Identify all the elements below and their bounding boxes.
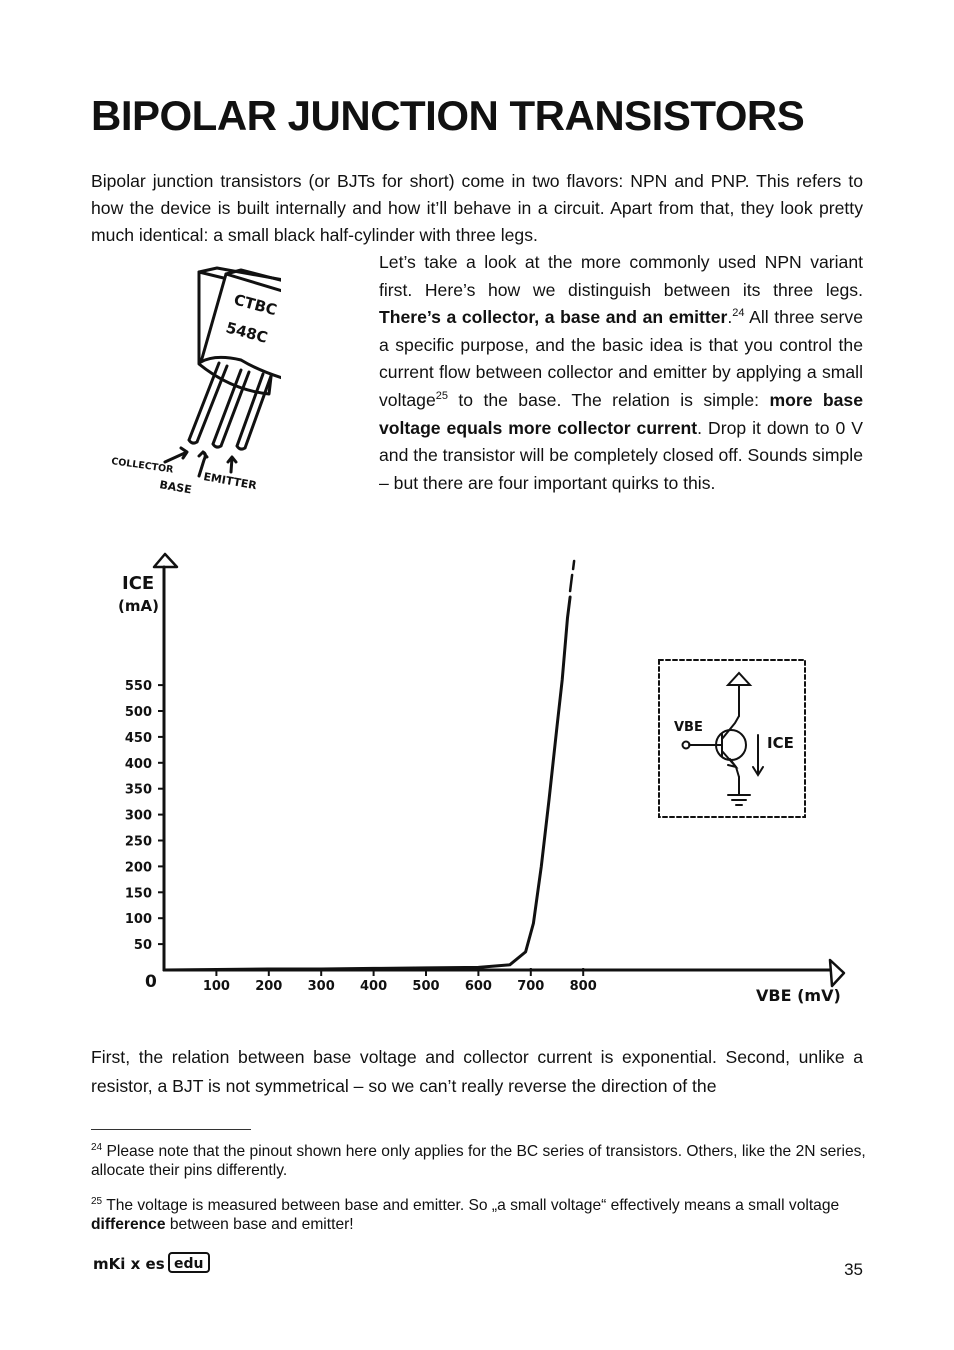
logo-box-text: edu <box>174 1256 204 1272</box>
y-tick-label-250: 250 <box>124 834 152 850</box>
inset-ice-label: ICE <box>767 734 794 752</box>
x-tick-label-500: 500 <box>412 979 440 994</box>
x-axis-label: VBE (mV) <box>756 986 841 1005</box>
logo-left-text: mKi x es <box>93 1255 165 1273</box>
footnote-ref-24[interactable]: 24 <box>732 307 745 320</box>
y-axis-arrow <box>154 554 177 567</box>
npn-text-4: . Drop it down to 0 V and the transistor will be completely closed off. Sounds simple – but there are four important quirks to this. <box>379 417 863 493</box>
intro-paragraph: Bipolar junction transistors (or BJTs for short) come in two flavors: NPN and PNP. This refers to how the device is built internally and how it’ll behave in a circuit. Apart from that, they look pretty much identical: a small black half-cylinder with three legs. <box>91 171 863 245</box>
publisher-logo <box>91 1250 221 1276</box>
y-axis-label: ICE <box>122 573 155 594</box>
marking-line1: CTBC <box>231 290 279 320</box>
continuation-paragraph: First, the relation between base voltage and collector current is exponential. Second, unlike a resistor, a BJT is not symmetrical – so we can’t really reverse the direction of the <box>91 1047 863 1096</box>
y-tick-label-200: 200 <box>124 860 152 876</box>
inset-vbe-label: VBE <box>674 720 703 735</box>
npn-bold-1: There’s a collector, a base and an emitter <box>379 307 728 328</box>
y-tick-label-350: 350 <box>124 782 152 798</box>
npn-text-2: All three serve a specific purpose, and the basic idea is that you control the current flow between collector and emitter by applying a small voltage <box>379 307 863 410</box>
y-tick-label-50: 50 <box>133 938 152 954</box>
npn-text-1: Let’s take a look at the more commonly used NPN variant first. Here’s how we distinguish between its three legs. <box>379 252 863 300</box>
footnote-text-24: Please note that the pinout shown here only applies for the BC series of transistors. Others, like the 2N series, allocate their pins differently. <box>91 1143 866 1179</box>
footnote-25 <box>91 1196 871 1234</box>
footnote-text-25a: The voltage is measured between base and emitter. So „a small voltage“ effectively means a small voltage <box>106 1197 840 1214</box>
y-tick-label-300: 300 <box>124 808 152 824</box>
npn-text-3: to the base. The relation is simple: <box>447 389 770 410</box>
marking-line2: 548C <box>223 318 270 347</box>
footnote-number-24: 24 <box>91 1141 103 1153</box>
x-axis-arrow <box>830 960 844 986</box>
npn-bold-2: more base voltage equals more collector current <box>379 389 863 438</box>
x-tick-label-800: 800 <box>569 979 597 994</box>
x-tick-label-100: 100 <box>202 979 230 994</box>
label-collector: COLLECTOR <box>110 456 175 476</box>
x-tick-label-600: 600 <box>464 979 492 994</box>
footnote-text-25b: between base and emitter! <box>165 1216 354 1233</box>
y-tick-label-100: 100 <box>124 912 152 928</box>
label-emitter: EMITTER <box>202 470 258 493</box>
footnote-bold-25: difference <box>91 1216 166 1233</box>
y-tick-label-550: 550 <box>124 679 152 695</box>
page-number: 35 <box>844 1260 863 1279</box>
series-continuation-0 <box>570 561 574 591</box>
npn-paragraph <box>379 249 863 497</box>
footnote-number-25: 25 <box>91 1195 103 1207</box>
y-axis-unit: (mA) <box>118 597 159 615</box>
y-tick-label-450: 450 <box>124 730 152 746</box>
label-base: BASE <box>158 478 193 497</box>
y-tick-label-500: 500 <box>124 705 152 720</box>
y-tick-label-150: 150 <box>124 886 152 902</box>
vbe-ice-chart <box>100 545 860 1015</box>
series-line-0 <box>164 597 570 970</box>
npn-period-1: . <box>727 307 733 328</box>
footnote-ref-25[interactable]: 25 <box>435 390 448 403</box>
x-tick-label-200: 200 <box>255 979 283 994</box>
y-tick-label-400: 400 <box>124 756 152 772</box>
transistor-illustration <box>91 262 281 507</box>
footnote-divider <box>91 1129 251 1130</box>
x-tick-label-400: 400 <box>360 979 388 994</box>
x-tick-label-300: 300 <box>307 979 335 994</box>
footnote-24 <box>91 1142 871 1180</box>
x-tick-label-700: 700 <box>517 979 545 994</box>
origin-label: 0 <box>145 972 157 992</box>
page-title: BIPOLAR JUNCTION TRANSISTORS <box>91 92 805 139</box>
